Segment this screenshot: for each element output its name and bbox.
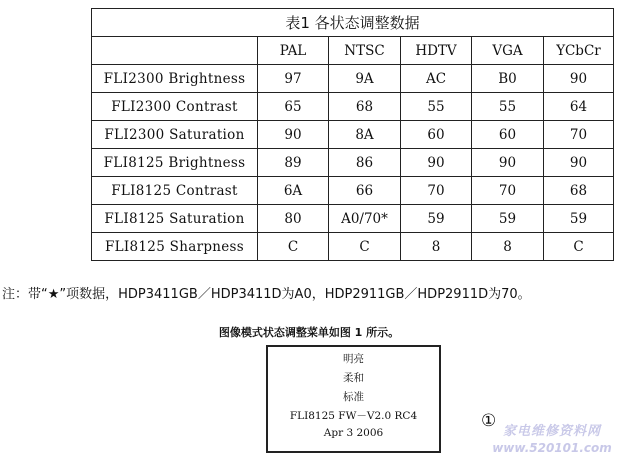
watermark-url: www.520101.com [492, 441, 612, 455]
table-cell: 70 [401, 177, 472, 205]
menu-item-standard: 标准 [343, 391, 364, 403]
table-cell: B0 [472, 65, 544, 93]
table-cell: 8 [401, 233, 472, 261]
table-cell: 90 [401, 149, 472, 177]
table-cell: 64 [544, 93, 614, 121]
table-cell: 9A [329, 65, 401, 93]
table-cell: 66 [329, 177, 401, 205]
row-label: FLI2300 Saturation [92, 121, 258, 149]
column-header: HDTV [401, 37, 472, 65]
table-footnote: 注：带“★”项数据，HDP3411GB／HDP3411D为A0，HDP2911GB／HDP2911D为70。 [2, 287, 531, 302]
table-cell: 89 [258, 149, 329, 177]
table-cell: 59 [544, 205, 614, 233]
column-header: NTSC [329, 37, 401, 65]
row-label: FLI8125 Contrast [92, 177, 258, 205]
table-cell: C [544, 233, 614, 261]
table-cell: A0/70* [329, 205, 401, 233]
table-cell: 55 [472, 93, 544, 121]
table-row [92, 233, 614, 261]
menu-item-bright: 明亮 [343, 353, 364, 365]
table-cell: 60 [472, 121, 544, 149]
table-row [92, 177, 614, 205]
table-cell: 6A [258, 177, 329, 205]
table-cell: 65 [258, 93, 329, 121]
row-label: FLI2300 Contrast [92, 93, 258, 121]
menu-item-soft: 柔和 [343, 372, 364, 384]
watermark [492, 424, 612, 456]
table-cell: 70 [472, 177, 544, 205]
table-header-row [92, 37, 614, 65]
table-cell: 90 [544, 65, 614, 93]
row-label: FLI8125 Saturation [92, 205, 258, 233]
firmware-date: Apr 3 2006 [323, 427, 384, 439]
table-cell: 8 [472, 233, 544, 261]
table-cell: 68 [329, 93, 401, 121]
table-title: 表1 各状态调整数据 [92, 9, 614, 37]
table-cell: 90 [544, 149, 614, 177]
table-cell: 97 [258, 65, 329, 93]
table-cell: C [329, 233, 401, 261]
table-row [92, 65, 614, 93]
table-cell: 59 [472, 205, 544, 233]
table-row [92, 205, 614, 233]
table-cell: 8A [329, 121, 401, 149]
table-title-row [92, 9, 614, 37]
table-cell: 59 [401, 205, 472, 233]
table-header-blank [92, 37, 258, 65]
table-cell: 55 [401, 93, 472, 121]
watermark-site-name: 家电维修资料网 [502, 424, 601, 439]
table-cell: 90 [472, 149, 544, 177]
table-cell: 86 [329, 149, 401, 177]
figure-number: ① [481, 411, 497, 431]
column-header: VGA [472, 37, 544, 65]
table-row [92, 121, 614, 149]
table-cell: 90 [258, 121, 329, 149]
table-cell: AC [401, 65, 472, 93]
table-cell: 68 [544, 177, 614, 205]
table-cell: 80 [258, 205, 329, 233]
firmware-version: FLI8125 FW－V2.0 RC4 [289, 410, 418, 422]
figure-caption: 图像模式状态调整菜单如图 1 所示。 [218, 326, 400, 339]
row-label: FLI8125 Brightness [92, 149, 258, 177]
osd-menu-box [266, 345, 441, 453]
table-cell: 60 [401, 121, 472, 149]
table-cell: C [258, 233, 329, 261]
column-header: PAL [258, 37, 329, 65]
column-header: YCbCr [544, 37, 614, 65]
table-row [92, 149, 614, 177]
row-label: FLI8125 Sharpness [92, 233, 258, 261]
adjustment-data-table [91, 8, 614, 261]
table-row [92, 93, 614, 121]
table-cell: 70 [544, 121, 614, 149]
row-label: FLI2300 Brightness [92, 65, 258, 93]
